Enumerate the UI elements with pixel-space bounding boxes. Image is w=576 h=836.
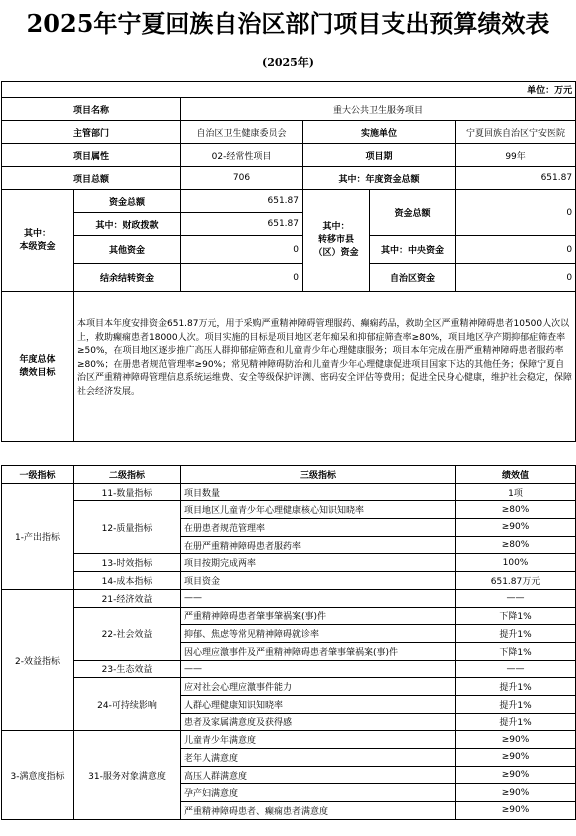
value-cell: 下降1% [456, 642, 576, 660]
level3-cell: 抑郁、焦虑等常见精神障碍就诊率 [181, 625, 456, 643]
level3-header: 三级指标 [181, 466, 456, 484]
annual-label: 其中：年度资金总额 [303, 167, 456, 190]
indicator-row [2, 660, 576, 678]
fiscal-label: 其中：财政拨款 [74, 213, 181, 236]
level3-cell: 患者及家属满意度及获得感 [181, 713, 456, 731]
value-cell: 651.87万元 [456, 572, 576, 590]
period-value: 99年 [456, 144, 576, 167]
value-cell: ≥80% [456, 501, 576, 519]
indicator-row [2, 483, 576, 501]
level1-header: 一级指标 [2, 466, 74, 484]
value-cell: 100% [456, 554, 576, 572]
page-subtitle-year: (2025年) [261, 56, 315, 69]
carry-value: 0 [181, 264, 303, 292]
level3-cell: 项目地区儿童青少年心理健康核心知识知晓率 [181, 501, 456, 519]
indicator-row [2, 554, 576, 572]
level3-cell: 严重精神障碍患者、癫痫患者满意度 [181, 802, 456, 820]
level2-cell: 13-时效指标 [74, 554, 181, 572]
total-label: 项目总额 [2, 167, 181, 190]
value-cell: ≥90% [456, 766, 576, 784]
goal-label: 年度总体 绩效目标 [2, 292, 74, 442]
value-cell: —— [456, 589, 576, 607]
central-label: 其中：中央资金 [370, 236, 456, 264]
attr-label: 项目属性 [2, 144, 181, 167]
value-cell: ≥90% [456, 749, 576, 767]
level2-cell: 14-成本指标 [74, 572, 181, 590]
level3-cell: 高压人群满意度 [181, 766, 456, 784]
value-cell: ≥80% [456, 536, 576, 554]
project-name-value: 重大公共卫生服务项目 [181, 98, 576, 121]
level2-cell: 22-社会效益 [74, 607, 181, 660]
indicator-row [2, 731, 576, 749]
attr-value: 02-经常性项目 [181, 144, 303, 167]
value-cell: 1项 [456, 483, 576, 501]
level3-cell: 项目资金 [181, 572, 456, 590]
level3-cell: —— [181, 660, 456, 678]
value-cell: 提升1% [456, 678, 576, 696]
level3-cell: 儿童青少年满意度 [181, 731, 456, 749]
page-title: 2025年宁夏回族自治区部门项目支出预算绩效表 [26, 9, 550, 38]
unit-label: 单位：万元 [2, 82, 576, 98]
value-cell: ≥90% [456, 519, 576, 537]
region-label: 自治区资金 [370, 264, 456, 292]
dept-label: 主管部门 [2, 121, 181, 144]
tr-total-value: 0 [456, 190, 576, 236]
value-cell: ≥90% [456, 731, 576, 749]
level3-cell: 严重精神障碍患者肇事肇祸案(事)件 [181, 607, 456, 625]
level3-cell: 人群心理健康知识知晓率 [181, 695, 456, 713]
level3-cell: 项目数量 [181, 483, 456, 501]
level2-header: 二级指标 [74, 466, 181, 484]
level1-cell: 1-产出指标 [2, 483, 74, 589]
level3-cell: 项目按期完成两率 [181, 554, 456, 572]
other-value: 0 [181, 236, 303, 264]
value-cell: —— [456, 660, 576, 678]
dept-value: 自治区卫生健康委员会 [181, 121, 303, 144]
level3-cell: —— [181, 589, 456, 607]
own-total-label: 资金总额 [74, 190, 181, 213]
tr-total-label: 资金总额 [370, 190, 456, 236]
indicator-row [2, 572, 576, 590]
indicator-header-row [2, 466, 576, 484]
level2-cell: 11-数量指标 [74, 483, 181, 501]
indicator-row [2, 589, 576, 607]
value-header: 绩效值 [456, 466, 576, 484]
project-name-label: 项目名称 [2, 98, 181, 121]
value-cell: 提升1% [456, 695, 576, 713]
indicator-row [2, 607, 576, 625]
indicator-row [2, 678, 576, 696]
value-cell: 提升1% [456, 713, 576, 731]
central-value: 0 [456, 236, 576, 264]
own-total-value: 651.87 [181, 190, 303, 213]
level2-cell: 24-可持续影响 [74, 678, 181, 731]
value-cell: ≥90% [456, 802, 576, 820]
region-value: 0 [456, 264, 576, 292]
level1-cell: 3-满意度指标 [2, 731, 74, 819]
indicator-table [1, 465, 576, 820]
carry-label: 结余结转资金 [74, 264, 181, 292]
annual-value: 651.87 [456, 167, 576, 190]
level3-cell: 老年人满意度 [181, 749, 456, 767]
other-label: 其他资金 [74, 236, 181, 264]
fiscal-value: 651.87 [181, 213, 303, 236]
value-cell: ≥90% [456, 784, 576, 802]
value-cell: 提升1% [456, 625, 576, 643]
level3-cell: 孕产妇满意度 [181, 784, 456, 802]
value-cell: 下降1% [456, 607, 576, 625]
level2-cell: 31-服务对象满意度 [74, 731, 181, 819]
level3-cell: 在册严重精神障碍患者服药率 [181, 536, 456, 554]
transfer-funds-label: 其中： 转移市县 （区）资金 [303, 190, 370, 292]
impl-value: 宁夏回族自治区宁安医院 [456, 121, 576, 144]
goal-text: 本项目本年度安排资金651.87万元，用于采购严重精神障碍管理服药、癫痫药品，救助全区严重精神障碍患者10500人次以上，救助癫痫患者18000人次。项目实施的目标是项目地区老年痴呆和抑郁症筛查率≥80%，项目地区孕产期抑郁症筛查率≥50%，在项目地区逐步推广高压人群抑郁症筛查和儿童青少年心理健康服务；项目本年完成在册严重精神障碍患者服药率≥80%；在册患者规范管理率≥90%；常见精神障碍防治和儿童青少年心理健康促进项目国家下达的其他任务；保障宁夏自治区严重精神障碍管理信息系统运维费、安全等级保护评测、密码安全评估等费用；促进全民身心健康，维护社会稳定，保障社会经济发展。 [74, 292, 576, 442]
total-value: 706 [181, 167, 303, 190]
level3-cell: 在册患者规范管理率 [181, 519, 456, 537]
project-info-table [1, 81, 576, 442]
own-funds-label: 其中： 本级资金 [2, 190, 74, 292]
level2-cell: 23-生态效益 [74, 660, 181, 678]
impl-label: 实施单位 [303, 121, 456, 144]
level3-cell: 因心理应激事件及严重精神障碍患者肇事肇祸案(事)件 [181, 642, 456, 660]
period-label: 项目期 [303, 144, 456, 167]
level2-cell: 21-经济效益 [74, 589, 181, 607]
level2-cell: 12-质量指标 [74, 501, 181, 554]
level1-cell: 2-效益指标 [2, 589, 74, 731]
level3-cell: 应对社会心理应激事件能力 [181, 678, 456, 696]
indicator-row [2, 501, 576, 519]
